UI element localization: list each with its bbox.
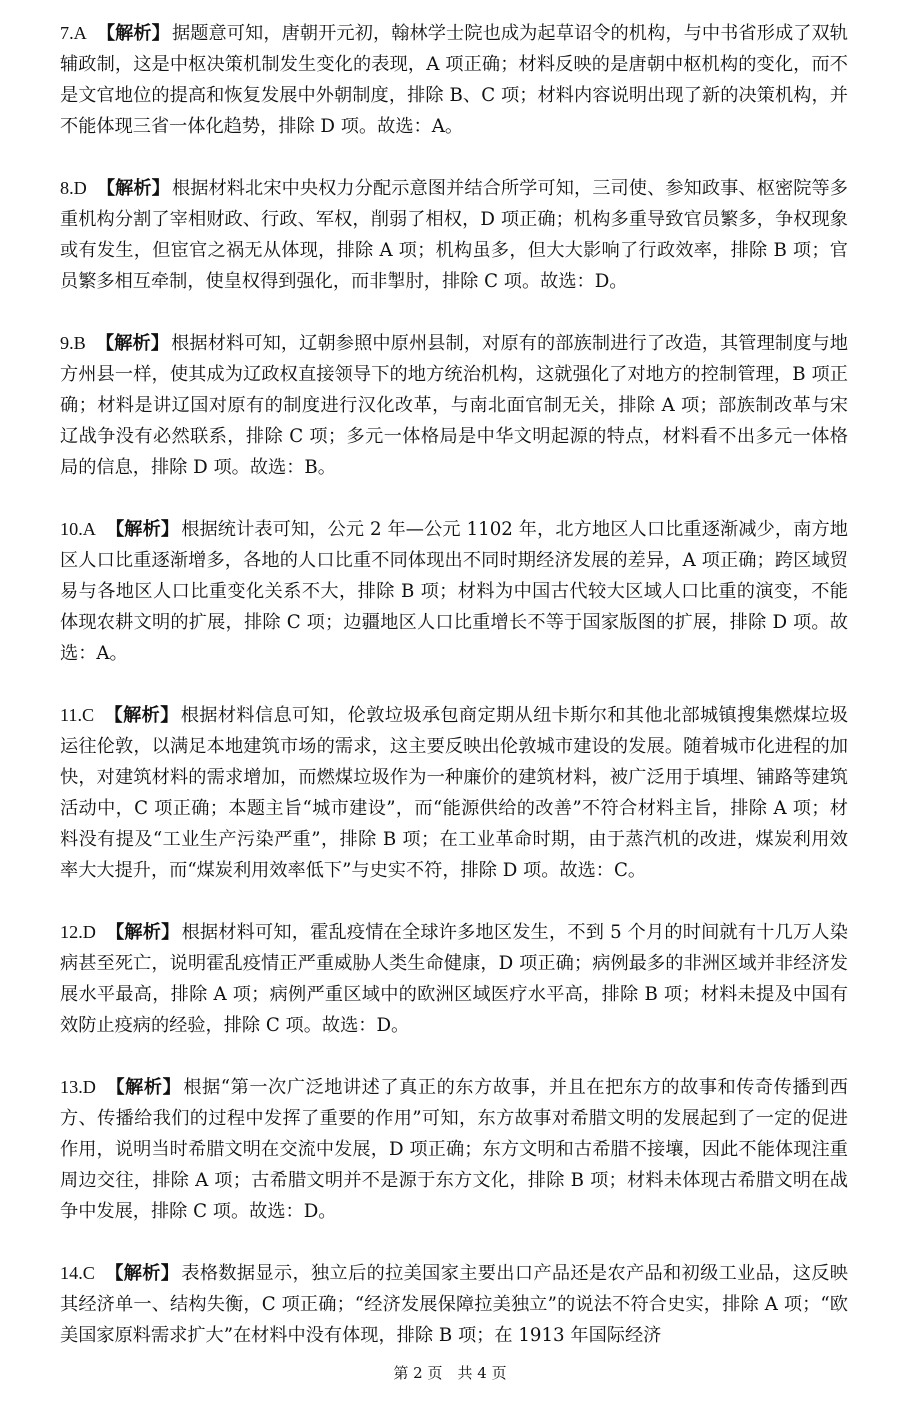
question-number: 13.D — [60, 1077, 96, 1097]
analysis-tag: 【解析】 — [96, 178, 170, 199]
answer-item-13 — [60, 1072, 848, 1227]
analysis-tag: 【解析】 — [105, 922, 180, 943]
analysis-text: 表格数据显示，独立后的拉美国家主要出口产品还是农产品和初级工业品，这反映其经济单一、结构失衡，C 项正确；“经济发展保障拉美独立”的说法不符合史实，排除 A 项；“欧美国家原料需求扩大”在材料中没有体现，排除 B 项；在 1913 年国际经济 — [60, 1263, 848, 1346]
analysis-tag: 【解析】 — [104, 1263, 180, 1284]
question-number: 10.A — [60, 519, 96, 539]
answer-item-14 — [60, 1258, 848, 1351]
question-number: 11.C — [60, 705, 95, 725]
answer-item-9 — [60, 328, 848, 483]
analysis-tag: 【解析】 — [95, 333, 170, 354]
question-number: 7.A — [60, 23, 87, 43]
analysis-text: 根据材料北宋中央权力分配示意图并结合所学可知，三司使、参知政事、枢密院等多重机构分割了宰相财政、行政、军权，削弱了相权，D 项正确；机构多重导致官员繁多，争权现象或有发生，但宦官之祸无从体现，排除 A 项；机构虽多，但大大影响了行政效率，排除 B 项；官员繁多相互牵制，使皇权得到强化，而非掣肘，排除 C 项。故选：D。 — [60, 178, 848, 292]
question-number: 9.B — [60, 333, 86, 353]
analysis-text: 根据“第一次广泛地讲述了真正的东方故事，并且在把东方的故事和传奇传播到西方、传播给我们的过程中发挥了重要的作用”可知，东方故事对希腊文明的发展起到了一定的促进作用，说明当时希腊文明在交流中发展，D 项正确；东方文明和古希腊不接壤，因此不能体现注重周边交往，排除 A 项；古希腊文明并不是源于东方文化，排除 B 项；材料未体现古希腊文明在战争中发展，排除 C 项。故选：D。 — [60, 1077, 848, 1222]
analysis-text: 根据材料可知，辽朝参照中原州县制，对原有的部族制进行了改造，其管理制度与地方州县一样，使其成为辽政权直接领导下的地方统治机构，这就强化了对地方的控制管理，B 项正确；材料是讲辽国对原有的制度进行汉化改革，与南北面官制无关，排除 A 项；部族制改革与宋辽战争没有必然联系，排除 C 项；多元一体格局是中华文明起源的特点，材料看不出多元一体格局的信息，排除 D 项。故选：B。 — [60, 333, 848, 478]
page-footer: 第 2 页 共 4 页 — [393, 1364, 507, 1382]
answer-item-11 — [60, 700, 848, 886]
analysis-text: 根据材料信息可知，伦敦垃圾承包商定期从纽卡斯尔和其他北部城镇搜集燃煤垃圾运往伦敦，以满足本地建筑市场的需求，这主要反映出伦敦城市建设的发展。随着城市化进程的加快，对建筑材料的需求增加，而燃煤垃圾作为一种廉价的建筑材料，被广泛用于填埋、铺路等建筑活动中，C 项正确；本题主旨“城市建设”，而“能源供给的改善”不符合材料主旨，排除 A 项；材料没有提及“工业生产污染严重”，排除 B 项；在工业革命时期，由于蒸汽机的改进，煤炭利用效率大大提升，而“煤炭利用效率低下”与史实不符，排除 D 项。故选：C。 — [60, 705, 848, 881]
analysis-text: 根据统计表可知，公元 2 年—公元 1102 年，北方地区人口比重逐渐减少，南方地区人口比重逐渐增多，各地的人口比重不同体现出不同时期经济发展的差异，A 项正确；跨区域贸易与各地区人口比重变化关系不大，排除 B 项；材料为中国古代较大区域人口比重的演变，不能体现农耕文明的扩展，排除 C 项；边疆地区人口比重增长不等于国家版图的扩展，排除 D 项。故选：A。 — [60, 519, 848, 664]
analysis-text: 根据材料可知，霍乱疫情在全球许多地区发生，不到 5 个月的时间就有十几万人染病甚至死亡，说明霍乱疫情正严重威胁人类生命健康，D 项正确；病例最多的非洲区域并非经济发展水平最高，排除 A 项；病例严重区域中的欧洲区域医疗水平高，排除 B 项；材料未提及中国有效防止疫病的经验，排除 C 项。故选：D。 — [60, 922, 848, 1036]
answer-item-10 — [60, 514, 848, 669]
analysis-tag: 【解析】 — [96, 23, 170, 44]
answer-item-7 — [60, 18, 848, 142]
analysis-text: 据题意可知，唐朝开元初，翰林学士院也成为起草诏令的机构，与中书省形成了双轨辅政制，这是中枢决策机制发生变化的表现，A 项正确；材料反映的是唐朝中枢机构的变化，而不是文官地位的提高和恢复发展中外朝制度，排除 B、C 项；材料内容说明出现了新的决策机构，并不能体现三省一体化趋势，排除 D 项。故选：A。 — [60, 23, 848, 137]
answer-explanations — [60, 18, 848, 1382]
answer-item-8 — [60, 173, 848, 297]
question-number: 8.D — [60, 178, 87, 198]
question-number: 14.C — [60, 1263, 95, 1283]
analysis-tag: 【解析】 — [105, 519, 180, 540]
analysis-tag: 【解析】 — [105, 1077, 182, 1098]
analysis-tag: 【解析】 — [104, 705, 179, 726]
question-number: 12.D — [60, 922, 96, 942]
answer-item-12 — [60, 917, 848, 1041]
